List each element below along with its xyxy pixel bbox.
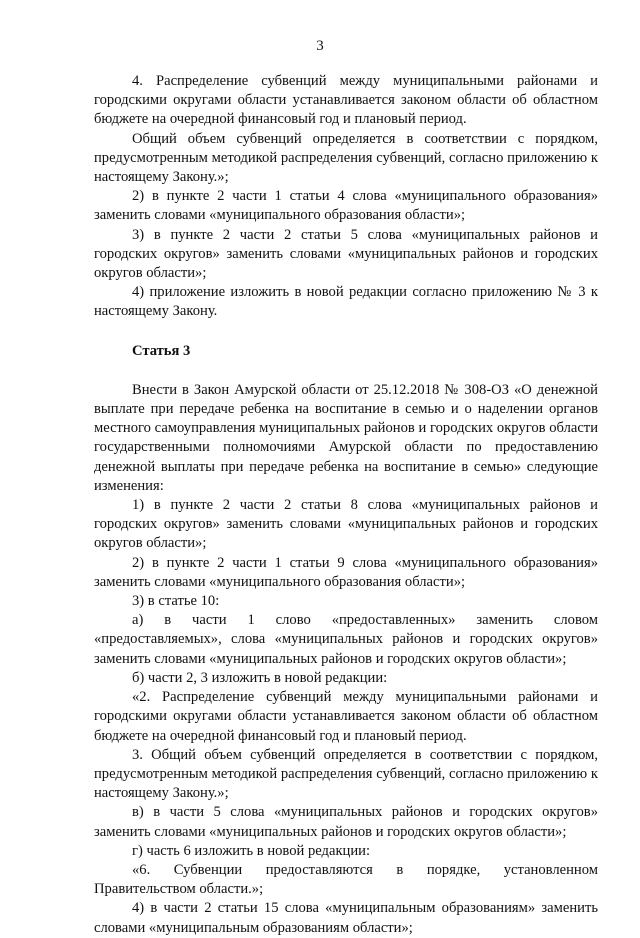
paragraph: 3. Общий объем субвенций определяется в соответствии с порядком, предусмотренным методикой распределения субвенций, согласно приложению к настоящему Закону.»; bbox=[94, 746, 598, 802]
paragraph: 3) в статье 10: bbox=[132, 593, 220, 610]
paragraph: 4. Распределение субвенций между муниципальными районами и городскими округами области устанавливается законом области об областном бюджете на очередной финансовый год и плановый период. bbox=[94, 73, 598, 128]
document-body bbox=[94, 72, 598, 938]
paragraph: г) часть 6 изложить в новой редакции: bbox=[132, 842, 371, 859]
paragraph: 2) в пункте 2 части 1 статьи 9 слова «муниципального образования» заменить словами «муниципального образования области»; bbox=[94, 554, 598, 590]
paragraph: «2. Распределение субвенций между муниципальными районами и городскими округами области устанавливается законом области об областном бюджете на очередной финансовый год и плановый период. bbox=[94, 689, 598, 744]
paragraph: а) в части 1 слово «предоставленных» заменить словом «предоставляемых», слова «муниципальных районов и городских округов» заменить словами «муниципальных районов и городских округов области»; bbox=[94, 612, 598, 667]
paragraph: 4) в части 2 статьи 15 слова «муниципальным образованиям» заменить словами «муниципальным образованиям области»; bbox=[94, 900, 598, 936]
paragraph: 3) в пункте 2 части 2 статьи 5 слова «муниципальных районов и городских округов» заменить словами «муниципальных районов и городских округов области»; bbox=[94, 226, 598, 282]
paragraph: 2) в пункте 2 части 1 статьи 4 слова «муниципального образования» заменить словами «муниципального образования области»; bbox=[94, 188, 598, 224]
article-heading: Статья 3 bbox=[132, 342, 191, 359]
paragraph: б) части 2, 3 изложить в новой редакции: bbox=[132, 669, 388, 686]
paragraph: Внести в Закон Амурской области от 25.12.2018 № 308-ОЗ «О денежной выплате при передаче ребенка на воспитание в семью и о наделении органов местного самоуправления муниципальных районов и городских округов области государственными полномочиями Амурской области по предоставлению денежной выплаты при передаче ребенка на воспитание в семью» следующие изменения: bbox=[94, 381, 598, 494]
paragraph: в) в части 5 слова «муниципальных районов и городских округов» заменить словами «муниципальных районов и городских округов области»; bbox=[94, 804, 598, 840]
page-number: 3 bbox=[316, 38, 324, 54]
paragraph: 4) приложение изложить в новой редакции согласно приложению № 3 к настоящему Закону. bbox=[94, 284, 598, 320]
paragraph: Общий объем субвенций определяется в соответствии с порядком, предусмотренным методикой распределения субвенций, согласно приложению к настоящему Закону.»; bbox=[94, 130, 598, 186]
paragraph: «6. Субвенции предоставляются в порядке, установленном Правительством области.»; bbox=[94, 861, 598, 898]
paragraph: 1) в пункте 2 части 2 статьи 8 слова «муниципальных районов и городских округов» заменить словами «муниципальных районов и городских округов области»; bbox=[94, 497, 598, 552]
